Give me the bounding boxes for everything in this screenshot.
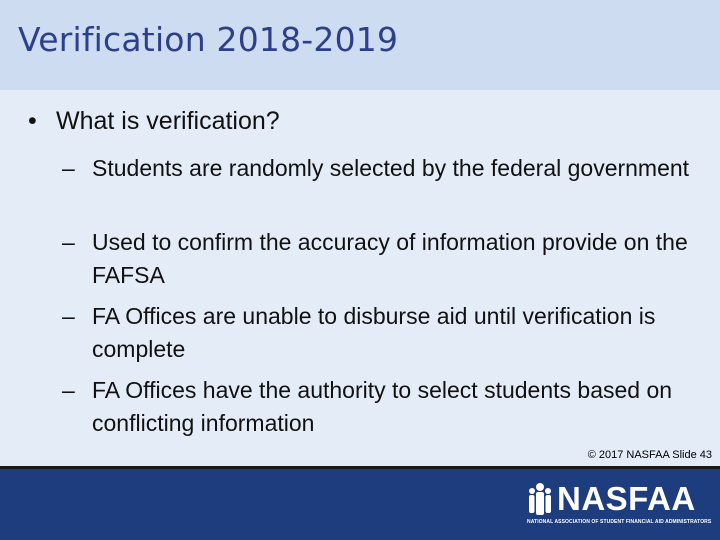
logo-wordmark: NASFAA — [557, 480, 696, 517]
dash-glyph: – — [62, 155, 75, 181]
sub-bullet-text: FA Offices are unable to disburse aid until verification is complete — [92, 303, 656, 362]
nasfaa-logo — [527, 480, 711, 530]
sub-bullet-text: Used to confirm the accuracy of information provide on the FAFSA — [92, 229, 688, 288]
sub-bullet-text: FA Offices have the authority to select students based on conflicting information — [92, 377, 673, 436]
dash-glyph: – — [62, 377, 75, 403]
slide-title: Verification 2018-2019 — [18, 20, 399, 59]
main-bullet-text: What is verification? — [56, 107, 280, 135]
bullet-glyph: • — [28, 107, 37, 135]
dash-glyph: – — [62, 229, 75, 255]
people-emblem-icon — [527, 482, 553, 516]
sub-bullet-text: Students are randomly selected by the federal government — [92, 155, 690, 181]
dash-glyph: – — [62, 303, 75, 329]
logo-tagline: NATIONAL ASSOCIATION OF STUDENT FINANCIAL AID ADMINISTRATORS — [527, 519, 711, 525]
copyright-slide-number: © 2017 NASFAA Slide 43 — [587, 449, 712, 461]
